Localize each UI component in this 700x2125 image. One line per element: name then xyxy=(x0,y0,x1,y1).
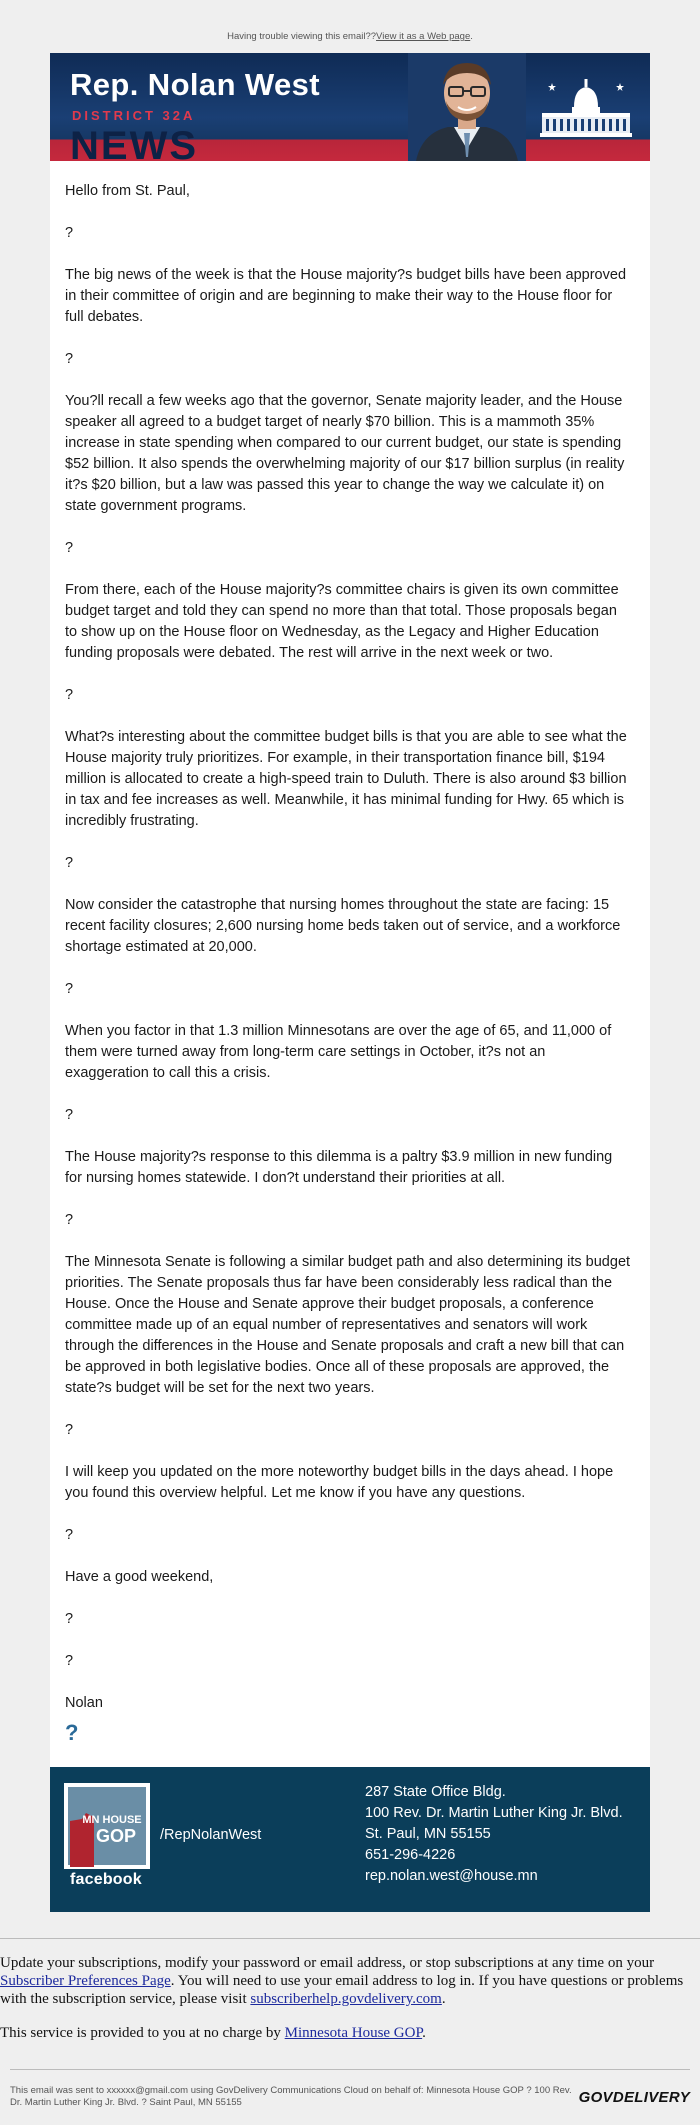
spacer-mark: ? xyxy=(65,1527,74,1543)
spacer-mark: ? xyxy=(65,981,74,997)
header-banner xyxy=(50,53,650,161)
subscriber-preferences-link[interactable]: Subscriber Preferences Page xyxy=(0,1973,171,1989)
spacer-mark: ? xyxy=(65,225,74,241)
provided-paragraph xyxy=(0,2024,700,2042)
web-page-link[interactable]: View it as a Web page xyxy=(376,31,471,42)
signature: Nolan xyxy=(65,1695,103,1711)
subscription-text-3: . xyxy=(441,1991,446,2007)
contact-footer xyxy=(50,1767,650,1912)
sent-notice xyxy=(10,2069,690,2125)
subscription-notice xyxy=(0,1939,700,2042)
trouble-end: . xyxy=(470,31,473,42)
subscription-text-1: Update your subscriptions, modify your password or email address, or stop subscriptions at any time on your xyxy=(0,1955,655,1971)
paragraph-3: From there, each of the House majority?s committee chairs is given its own committee budget target and told they can spend no more than that total. Those proposals began to show up on the House floor on Wednesday, as the Legacy and Higher Education funding proposals were debated. The rest will arrive in the next week or two. xyxy=(65,582,619,661)
greeting: Hello from St. Paul, xyxy=(65,183,190,199)
address-line-office: 287 State Office Bldg. xyxy=(365,1784,506,1800)
govdelivery-wordmark: GOVDELIVERY xyxy=(578,2089,690,2106)
paragraph-5: Now consider the catastrophe that nursing homes throughout the state are facing: 15 recent facility closures; 2,600 nursing home beds taken out of service, and a workforce shortage estimated at 20,000. xyxy=(65,897,621,955)
logo-bottom-text: GOP xyxy=(95,1826,137,1846)
spacer-mark: ? xyxy=(65,1611,74,1627)
trouble-viewing-bar xyxy=(0,0,700,53)
subscription-text-2: . You will need to use your email address to log in. If you have questions or problems with the subscription service, please visit xyxy=(0,1973,684,2007)
spacer-mark: ? xyxy=(65,351,74,367)
subscriber-help-link[interactable]: subscriberhelp.govdelivery.com xyxy=(250,1991,442,2007)
email-body xyxy=(50,161,650,1767)
provided-text: This service is provided to you at no charge by xyxy=(0,2025,285,2041)
email-container xyxy=(50,53,650,1912)
spacer-mark: ? xyxy=(65,1653,74,1669)
facebook-link[interactable]: facebook xyxy=(70,1871,142,1888)
banner-district: DISTRICT 32A xyxy=(72,108,196,123)
minnesota-house-gop-link[interactable]: Minnesota House GOP xyxy=(284,2025,423,2041)
paragraph-8: The Minnesota Senate is following a similar budget path and also determining its budget priorities. The Senate proposals thus far have been considerably less radical than the House. Once the House and Senate approve their budget proposals, a conference committee made up of an equal number of representatives and senators will work through the differences in the House and Senate proposals and craft a new bill that can be approved in both legislative bodies. Once all of these proposals are approved, the state?s budget will be set for the next two years. xyxy=(65,1254,631,1396)
phone-number: 651-296-4226 xyxy=(365,1847,456,1863)
banner-news: NEWS xyxy=(70,124,198,161)
logo-top-text: MN HOUSE xyxy=(82,1814,142,1826)
spacer-mark: ? xyxy=(65,1107,74,1123)
email-address-link[interactable]: rep.nolan.west@house.mn xyxy=(365,1868,538,1884)
paragraph-1: The big news of the week is that the House majority?s budget bills have been approved in their committee of origin and are beginning to make their way to the House floor for full debates. xyxy=(65,267,627,325)
paragraph-6: When you factor in that 1.3 million Minnesotans are over the age of 65, and 11,000 of them were turned away from long-term care settings in October, it?s not an exaggeration to call this a crisis. xyxy=(65,1023,612,1081)
contact-address xyxy=(365,1782,623,1887)
spacer-mark: ? xyxy=(65,855,74,871)
paragraph-4: What?s interesting about the committee budget bills is that you are able to see what the House majority truly prioritizes. For example, in their transportation finance bill, $194 million is allocated to create a high-speed train to Duluth. There is also around $3 billion in tax and fee increases as well. Meanwhile, it has minimal funding for Hwy. 65 which is incredibly frustrating. xyxy=(65,729,627,829)
representative-photo xyxy=(408,53,526,161)
subscription-paragraph xyxy=(0,1954,700,2008)
placeholder-mark: ? xyxy=(65,1720,79,1745)
address-line-street: 100 Rev. Dr. Martin Luther King Jr. Blvd. xyxy=(365,1805,623,1821)
trouble-text: Having trouble viewing this email?? xyxy=(227,31,377,42)
sent-text: This email was sent to xxxxxx@gmail.com using GovDelivery Communications Cloud on behalf of: Minnesota House GOP ? 100 Rev. Dr. Martin Luther King Jr. Blvd. ? Saint Paul, MN 55155 xyxy=(10,2085,572,2108)
facebook-handle[interactable]: /RepNolanWest xyxy=(160,1827,262,1843)
spacer-mark: ? xyxy=(65,1212,74,1228)
spacer-mark: ? xyxy=(65,1422,74,1438)
banner-name: Rep. Nolan West xyxy=(70,67,321,102)
paragraph-7: The House majority?s response to this dilemma is a paltry $3.9 million in new funding for nursing homes statewide. I don?t understand their priorities at all. xyxy=(65,1149,613,1186)
provided-end: . xyxy=(422,2025,426,2041)
spacer-mark: ? xyxy=(65,540,74,556)
paragraph-9: I will keep you updated on the more noteworthy budget bills in the days ahead. I hope you found this overview helpful. Let me know if you have any questions. xyxy=(65,1464,614,1501)
spacer-mark: ? xyxy=(65,687,74,703)
address-line-city: St. Paul, MN 55155 xyxy=(365,1826,491,1842)
mn-house-gop-logo[interactable] xyxy=(64,1783,150,1869)
closing: Have a good weekend, xyxy=(65,1569,214,1585)
capitol-building-icon xyxy=(538,77,634,144)
govdelivery-logo[interactable] xyxy=(578,2089,690,2106)
paragraph-2: You?ll recall a few weeks ago that the governor, Senate majority leader, and the House speaker all agreed to a budget target of nearly $70 billion. This is a mammoth 35% increase in state spending when compared to our current budget, our state is spending $52 billion. It also spends the overwhelming majority of our $17 billion surplus (in reality it?s $20 billion, but a law was passed this year to change the way we calculate it) on state government programs. xyxy=(65,393,625,514)
